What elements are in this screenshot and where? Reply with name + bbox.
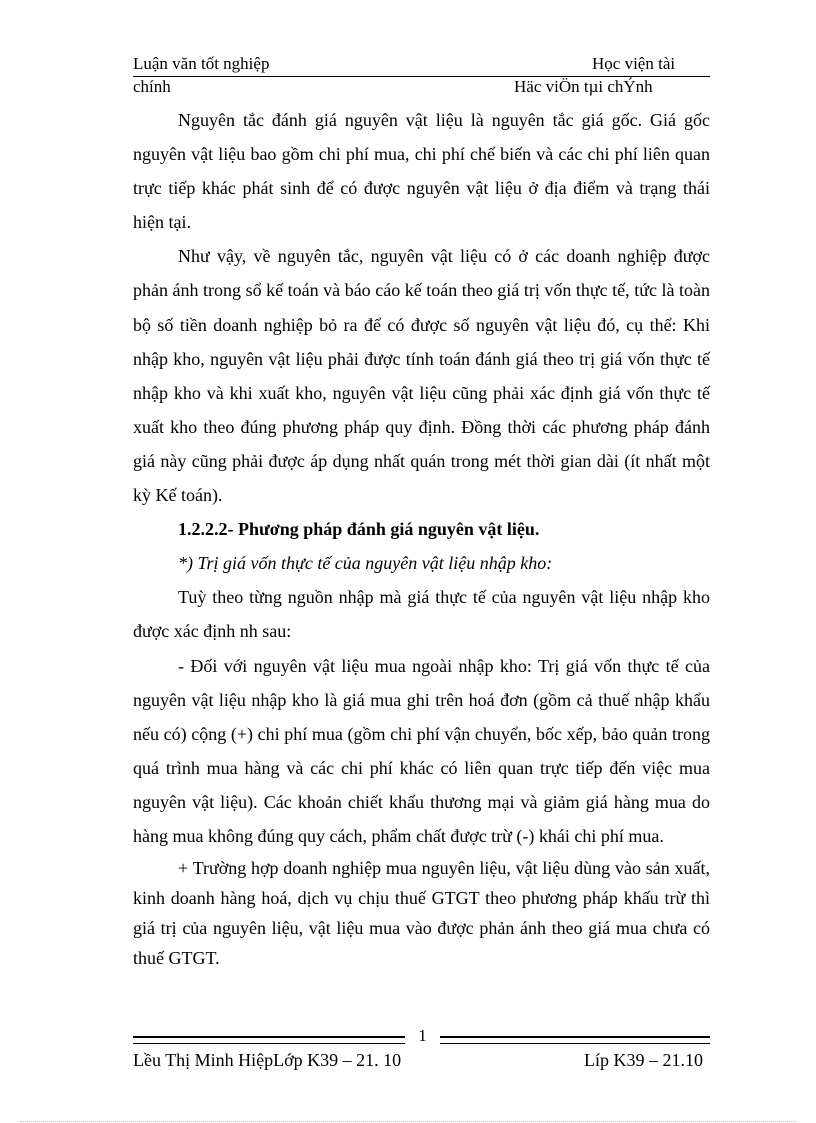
footer-rule-right xyxy=(440,1036,710,1044)
page-header xyxy=(133,54,710,77)
paragraph-vat-case: + Trường hợp doanh nghiệp mua nguyên liệu, vật liệu dùng vào sản xuất, kinh doanh hàng hoá, dịch vụ chịu thuế GTGT theo phương pháp khấu trừ thì giá trị của nguyên liệu, vật liệu mua vào được phản ánh theo giá mua chưa có thuế GTGT. xyxy=(133,858,710,969)
page-header-second-line xyxy=(133,77,710,97)
paragraph-actual-cost: Như vậy, về nguyên tắc, nguyên vật liệu có ở các doanh nghiệp được phản ánh trong sổ kế toán và báo cáo kế toán theo giá trị vốn thực tế, tức là toàn bộ số tiền doanh nghiệp bỏ ra để có được số nguyên vật liệu đó, cụ thể: Khi nhập kho, nguyên vật liệu phải được tính toán đánh giá theo trị giá vốn thực tế nhập kho và khi xuất kho, nguyên vật liệu cũng phải xác định giá vốn thực tế xuất kho theo đúng phương pháp quy định. Đồng thời các phương pháp đánh giá này cũng phải được áp dụng nhất quán trong mét thời gian dài (ít nhất một kỳ Kế toán). xyxy=(133,246,710,506)
header-thesis-label-continued: chính xyxy=(133,77,171,96)
section-heading: 1.2.2.2- Phương pháp đánh giá nguyên vật liệu. xyxy=(178,519,540,540)
header-institution-label-encoded: Häc viÖn tµi chÝnh xyxy=(514,77,653,96)
page-bottom-dotted-line xyxy=(20,1121,796,1122)
footer-rule-left xyxy=(133,1036,405,1044)
document-body xyxy=(133,103,710,973)
paragraph-import-sources: Tuỳ theo từng nguồn nhập mà giá thực tế của nguyên vật liệu nhập kho được xác định nh sau: xyxy=(133,587,710,642)
header-thesis-label: Luận văn tốt nghiệp xyxy=(133,54,270,73)
header-institution-label: Học viện tài xyxy=(592,54,676,73)
paragraph-valuation-principle: Nguyên tắc đánh giá nguyên vật liệu là nguyên tắc giá gốc. Giá gốc nguyên vật liệu bao gồm chi phí mua, chi phí chế biến và các chi phí liên quan trực tiếp khác phát sinh để có được nguyên vật liệu ở địa điểm và trạng thái hiện tại. xyxy=(133,110,710,233)
subsection-heading: *) Trị giá vốn thực tế của nguyên vật liệu nhập kho: xyxy=(178,553,553,574)
paragraph-purchased-materials: - Đối với nguyên vật liệu mua ngoài nhập kho: Trị giá vốn thực tế của nguyên vật liệu nhập kho là giá mua ghi trên hoá đơn (gồm cả thuế nhập khẩu nếu có) cộng (+) chi phí mua (gồm chi phí vận chuyển, bốc xếp, bảo quản trong quá trình mua hàng và các chi phí khác có liên quan trực tiếp đến việc mua nguyên vật liệu). Các khoản chiết khấu thương mại và giảm giá hàng mua do hàng mua không đúng quy cách, phẩm chất được trừ (-) khái chi phí mua. xyxy=(133,655,710,846)
footer-author: Lều Thị Minh HiệpLớp K39 – 21. 10 xyxy=(133,1050,402,1070)
footer-class: Líp K39 – 21.10 xyxy=(584,1050,703,1070)
page-number: 1 xyxy=(418,1026,427,1045)
